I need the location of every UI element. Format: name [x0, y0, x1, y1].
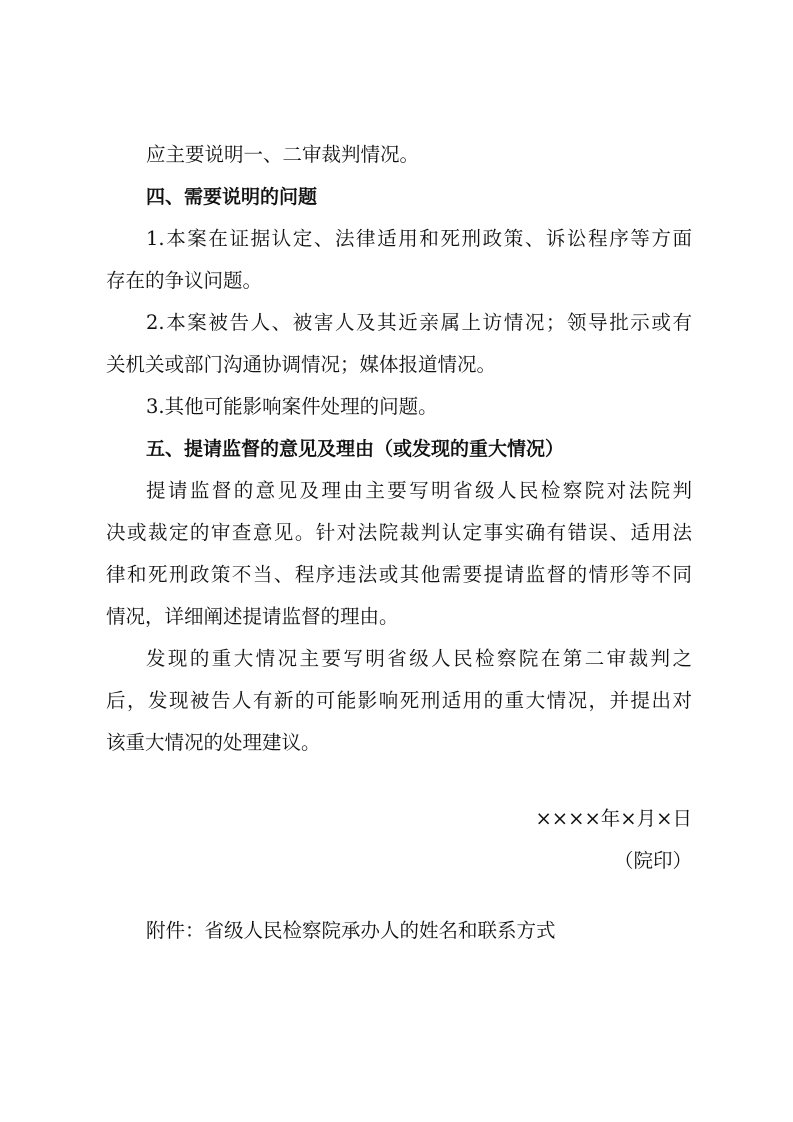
attachment-note: 附件：省级人民检察院承办人的姓名和联系方式 — [146, 919, 556, 942]
paragraph-line: 2.本案被告人、被害人及其近亲属上访情况；领导批示或有 — [146, 311, 692, 334]
paragraph-line: 决或裁定的审查意见。针对法院裁判认定事实确有错误、适用法 — [106, 521, 692, 544]
paragraph-line: 提请监督的意见及理由主要写明省级人民检察院对法院判 — [146, 479, 692, 502]
court-seal-label: （院印） — [613, 849, 692, 872]
paragraph-line: 1.本案在证据认定、法律适用和死刑政策、诉讼程序等方面 — [146, 227, 692, 250]
paragraph-line: 律和死刑政策不当、程序违法或其他需要提请监督的情形等不同 — [106, 563, 692, 586]
paragraph-line: 后，发现被告人有新的可能影响死刑适用的重大情况，并提出对 — [106, 689, 692, 712]
paragraph-line: 发现的重大情况主要写明省级人民检察院在第二审裁判之 — [146, 647, 692, 670]
paragraph-line: 该重大情况的处理建议。 — [106, 731, 321, 754]
paragraph-line: 应主要说明一、二审裁判情况。 — [146, 143, 420, 166]
paragraph-line: 存在的争议问题。 — [106, 269, 263, 292]
paragraph-line: 3.其他可能影响案件处理的问题。 — [146, 395, 438, 418]
document-date: ××××年×月×日 — [535, 807, 692, 830]
section-heading: 五、提请监督的意见及理由（或发现的重大情况） — [146, 438, 565, 460]
section-heading: 四、需要说明的问题 — [146, 186, 318, 208]
paragraph-line: 关机关或部门沟通协调情况；媒体报道情况。 — [106, 353, 497, 376]
paragraph-line: 情况，详细阐述提请监督的理由。 — [106, 605, 399, 628]
